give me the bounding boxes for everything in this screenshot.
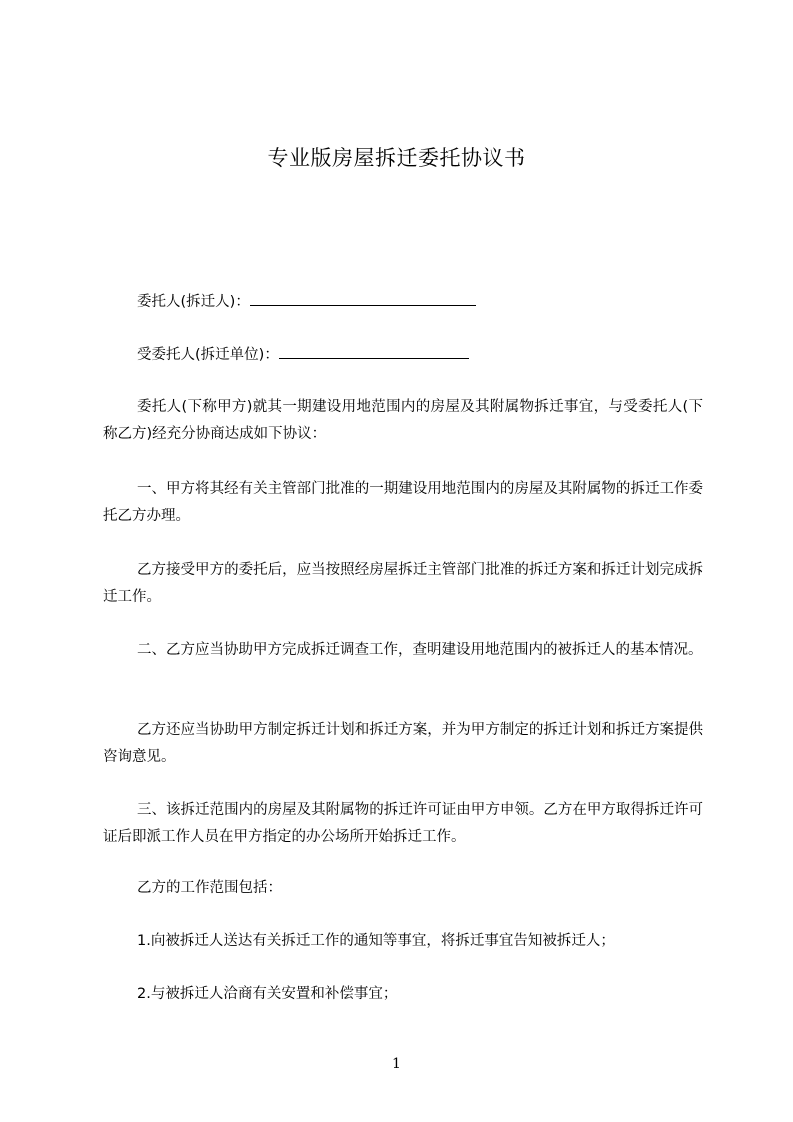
clause-two-followup-paragraph: 乙方还应当协助甲方制定拆迁计划和拆迁方案，并为甲方制定的拆迁计划和拆迁方案提供咨询意见。 xyxy=(103,722,703,765)
page-number: 1 xyxy=(392,1056,401,1072)
clause-one-paragraph: 一、甲方将其经有关主管部门批准的一期建设用地范围内的房屋及其附属物的拆迁工作委托乙方办理。 xyxy=(103,481,703,524)
document-title: 专业版房屋拆迁委托协议书 xyxy=(267,146,526,170)
agent-blank-line xyxy=(279,343,469,359)
clause-two-paragraph: 二、乙方应当协助甲方完成拆迁调查工作，查明建设用地范围内的被拆迁人的基本情况。 xyxy=(137,642,703,658)
principal-label: 委托人(拆迁人)： xyxy=(137,294,250,310)
clause-one-followup-paragraph: 乙方接受甲方的委托后，应当按照经房屋拆迁主管部门批准的拆迁方案和拆迁计划完成拆迁工作。 xyxy=(103,562,703,605)
clause-three-paragraph: 三、该拆迁范围内的房屋及其附属物的拆迁许可证由甲方申领。乙方在甲方取得拆迁许可证后即派工作人员在甲方指定的办公场所开始拆迁工作。 xyxy=(103,802,703,845)
scope-item: 2.与被拆迁人洽商有关安置和补偿事宜； xyxy=(137,986,398,1002)
intro-paragraph: 委托人(下称甲方)就其一期建设用地范围内的房屋及其附属物拆迁事宜，与受委托人(下称乙方)经充分协商达成如下协议： xyxy=(103,399,703,442)
principal-field xyxy=(137,290,476,312)
scope-item: 1.向被拆迁人送达有关拆迁工作的通知等事宜，将拆迁事宜告知被拆迁人； xyxy=(137,933,615,949)
principal-blank-line xyxy=(250,290,476,306)
scope-heading: 乙方的工作范围包括： xyxy=(137,880,282,896)
agent-field xyxy=(137,343,469,365)
agent-label: 受委托人(拆迁单位)： xyxy=(137,347,279,363)
